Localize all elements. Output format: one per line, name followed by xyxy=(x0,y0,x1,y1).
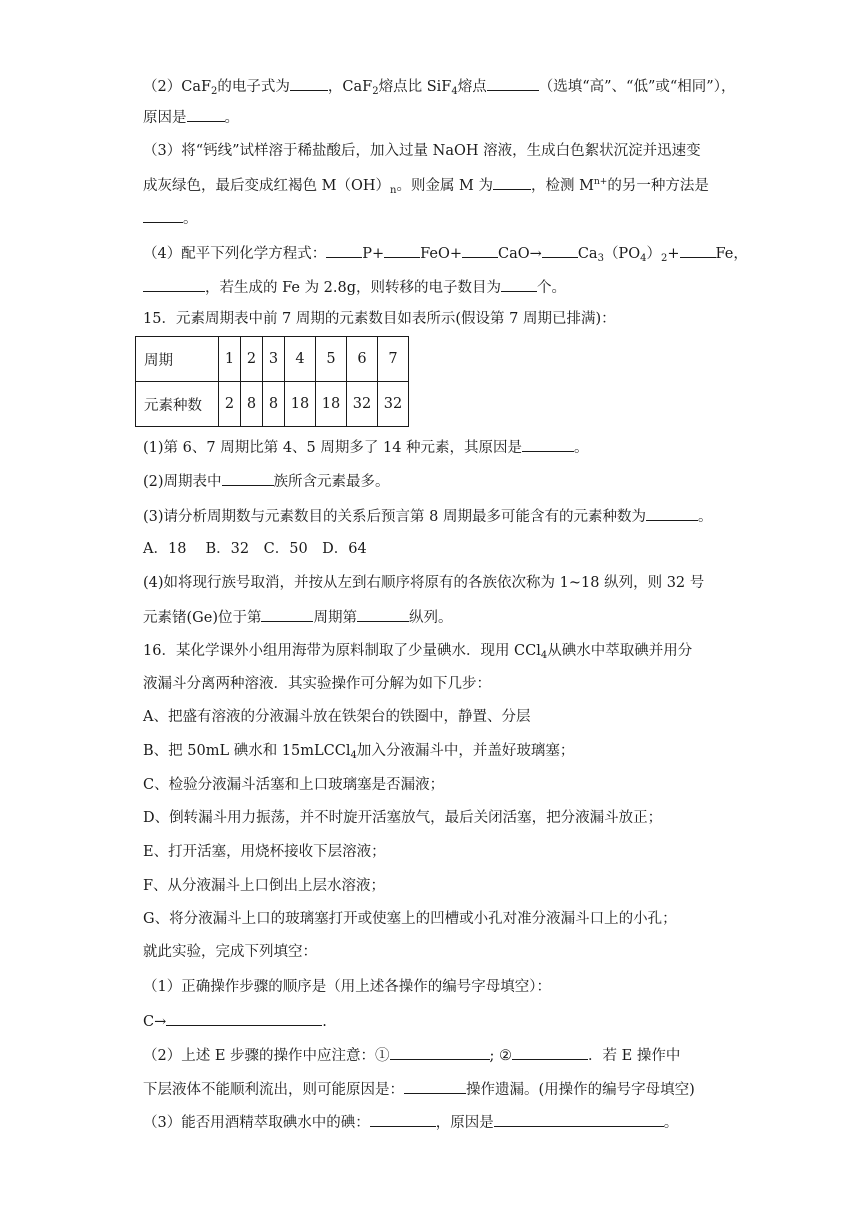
text: G、将分液漏斗上口的玻璃塞打开或使塞上的凹槽或小孔对准分液漏斗口上的小孔； xyxy=(143,911,677,927)
text: 。则金属 M 为 xyxy=(396,178,494,194)
subscript: 3 xyxy=(597,253,604,264)
table-cell: 32 xyxy=(378,382,409,427)
subscript: 2 xyxy=(660,253,668,264)
q14-part2-line1 xyxy=(143,75,735,97)
q16-part1-answer xyxy=(143,1010,327,1032)
q16-step-c xyxy=(143,775,444,795)
q16-step-b xyxy=(143,741,574,761)
answer-blank[interactable] xyxy=(542,242,578,258)
text: . xyxy=(322,1014,327,1030)
answer-blank[interactable] xyxy=(522,436,574,452)
text: 周期第 xyxy=(313,610,357,626)
text: 成灰绿色，最后变成红褐色 M（OH） xyxy=(143,178,390,194)
table-header-cell: 周期 xyxy=(136,337,219,382)
text: （2）上述 E 步骤的操作中应注意：① xyxy=(143,1048,390,1064)
text: E、打开活塞，用烧杯接收下层溶液； xyxy=(143,844,386,860)
text: (3)请分析周期数与元素数目的关系后预言第 8 周期最多可能含有的元素种数为 xyxy=(143,509,646,525)
table-header-cell: 元素种数 xyxy=(136,382,219,427)
text: 熔点 xyxy=(457,79,487,95)
q15-part4-line1 xyxy=(143,573,704,593)
table-cell: 6 xyxy=(347,337,378,382)
answer-blank[interactable] xyxy=(143,207,183,223)
q16-step-f xyxy=(143,876,385,896)
text: (4)如将现行族号取消，并按从左到右顺序将原有的各族依次称为 1~18 纵列，则 32 号 xyxy=(143,575,705,591)
answer-blank[interactable] xyxy=(404,1078,466,1094)
q15-stem xyxy=(143,309,616,329)
answer-blank[interactable] xyxy=(390,1044,490,1060)
text: C→ xyxy=(143,1014,167,1030)
text: 个。 xyxy=(537,280,567,296)
answer-blank[interactable] xyxy=(646,505,698,521)
table-cell: 2 xyxy=(241,337,263,382)
text: F、从分液漏斗上口倒出上层水溶液； xyxy=(143,878,386,894)
text: ，原因是 xyxy=(435,1115,494,1131)
text: 操作遗漏。(用操作的编号字母填空) xyxy=(466,1082,695,1098)
text: （选填“高”、“低”或“相同”）， xyxy=(538,79,736,95)
table-cell: 2 xyxy=(219,382,241,427)
table-cell: 7 xyxy=(378,337,409,382)
answer-blank[interactable] xyxy=(187,106,225,122)
text: 。 xyxy=(183,211,198,227)
answer-blank[interactable] xyxy=(512,1044,588,1060)
text: 16．某化学课外小组用海带为原料制取了少量碘水．现用 CCl xyxy=(143,643,541,659)
text: FeO+ xyxy=(420,246,463,262)
q16-part1 xyxy=(143,977,551,997)
text: 熔点比 SiF xyxy=(378,79,452,95)
table-cell: 1 xyxy=(219,337,241,382)
q14-part2-line2 xyxy=(143,106,239,128)
text: 液漏斗分离两种溶液．其实验操作可分解为如下几步： xyxy=(143,676,491,692)
q16-step-a xyxy=(143,707,530,727)
q15-part4-line2 xyxy=(143,606,452,628)
periods-table xyxy=(135,336,409,427)
text: ，若生成的 Fe 为 2.8g，则转移的电子数目为 xyxy=(205,280,502,296)
q16-stem-line2 xyxy=(143,674,491,694)
text: （1）正确操作步骤的顺序是（用上述各操作的编号字母填空）： xyxy=(143,979,551,995)
q14-part3-line1 xyxy=(143,141,701,161)
text: （4）配平下列化学方程式： xyxy=(143,246,327,262)
answer-blank[interactable] xyxy=(494,1111,664,1127)
q16-part3 xyxy=(143,1111,678,1133)
answer-blank[interactable] xyxy=(384,242,420,258)
text: Fe， xyxy=(715,246,748,262)
text: 的另一种方法是 xyxy=(607,178,709,194)
text: Ca xyxy=(577,246,598,262)
table-cell: 8 xyxy=(263,382,285,427)
answer-options: A．18 B．32 C．50 D．64 xyxy=(143,541,367,557)
subscript: 4 xyxy=(640,253,647,264)
text: 加入分液漏斗中，并盖好玻璃塞； xyxy=(356,743,575,759)
text: 族所含元素最多。 xyxy=(273,474,390,490)
subscript: 4 xyxy=(350,750,357,761)
text: D、倒转漏斗用力振荡，并不时旋开活塞放气，最后关闭活塞，把分液漏斗放正； xyxy=(143,810,663,826)
text: C、检验分液漏斗活塞和上口玻璃塞是否漏液； xyxy=(143,777,445,793)
q14-part3-line2 xyxy=(143,174,709,196)
table-row xyxy=(136,382,409,427)
text: （3）将“钙线”试样溶于稀盐酸后，加入过量 NaOH 溶液，生成白色絮状沉淀并迅速变 xyxy=(143,143,701,159)
table-cell: 5 xyxy=(316,337,347,382)
answer-blank[interactable] xyxy=(143,276,205,292)
answer-blank[interactable] xyxy=(290,75,328,91)
table-cell: 4 xyxy=(285,337,316,382)
q15-part1 xyxy=(143,436,589,458)
text: 的电子式为 xyxy=(217,79,290,95)
answer-blank[interactable] xyxy=(166,1010,322,1026)
text: (2)周期表中 xyxy=(143,474,222,490)
subscript: 2 xyxy=(211,86,218,97)
text: 从碘水中萃取碘并用分 xyxy=(547,643,693,659)
answer-blank[interactable] xyxy=(487,75,539,91)
q16-stem-line1 xyxy=(143,641,692,661)
superscript: n+ xyxy=(594,177,608,187)
text: ，CaF xyxy=(327,79,373,95)
text: + xyxy=(667,246,680,262)
subscript: n xyxy=(390,185,397,196)
answer-blank[interactable] xyxy=(462,242,498,258)
text: 。 xyxy=(697,509,713,525)
table-cell: 18 xyxy=(285,382,316,427)
q14-part3-line3 xyxy=(143,207,198,229)
text: 纵列。 xyxy=(408,610,453,626)
q15-part2 xyxy=(143,470,390,492)
text: ．若 E 操作中 xyxy=(588,1048,681,1064)
answer-blank[interactable] xyxy=(326,242,362,258)
table-cell: 8 xyxy=(241,382,263,427)
text: （PO xyxy=(603,246,641,262)
table-cell: 3 xyxy=(263,337,285,382)
text: CaO→ xyxy=(498,246,542,262)
q16-step-d xyxy=(143,808,662,828)
text: 原因是 xyxy=(143,110,187,126)
q14-part4-line1 xyxy=(143,242,748,264)
text: 下层液体不能顺利流出，则可能原因是： xyxy=(143,1082,404,1098)
q16-lead xyxy=(143,942,317,962)
q15-options xyxy=(143,539,367,559)
answer-blank[interactable] xyxy=(680,242,716,258)
text: P+ xyxy=(362,246,385,262)
table-cell: 32 xyxy=(347,382,378,427)
subscript: 2 xyxy=(372,86,379,97)
answer-blank[interactable] xyxy=(493,174,531,190)
subscript: 4 xyxy=(451,86,458,97)
text: 就此实验，完成下列填空： xyxy=(143,944,317,960)
q16-part2-line2 xyxy=(143,1078,695,1100)
text: 。 xyxy=(663,1115,679,1131)
text: ） xyxy=(646,246,661,262)
table-row xyxy=(136,337,409,382)
text: A、把盛有溶液的分液漏斗放在铁架台的铁圈中，静置、分层 xyxy=(143,709,531,725)
q16-step-e xyxy=(143,842,386,862)
text: ; ② xyxy=(489,1048,513,1064)
text: 。 xyxy=(224,110,239,126)
q16-step-g xyxy=(143,909,677,929)
answer-blank[interactable] xyxy=(261,606,313,622)
text: 元素锗(Ge)位于第 xyxy=(143,610,262,626)
text: （3）能否用酒精萃取碘水中的碘： xyxy=(143,1115,370,1131)
table-cell: 18 xyxy=(316,382,347,427)
text: （2）CaF xyxy=(143,79,212,95)
q15-part3 xyxy=(143,505,712,527)
subscript: 4 xyxy=(540,650,548,661)
q14-part4-line2 xyxy=(143,276,566,298)
text: ，检测 M xyxy=(531,178,594,194)
answer-blank[interactable] xyxy=(501,276,537,292)
text: B、把 50mL 碘水和 15mLCCl xyxy=(143,743,351,759)
text: (1)第 6、7 周期比第 4、5 周期多了 14 种元素，其原因是 xyxy=(143,440,523,456)
answer-blank[interactable] xyxy=(357,606,409,622)
text: 15．元素周期表中前 7 周期的元素数目如表所示(假设第 7 周期已排满)： xyxy=(143,311,616,327)
answer-blank[interactable] xyxy=(370,1111,436,1127)
q16-part2-line1 xyxy=(143,1044,680,1066)
text: 。 xyxy=(574,440,589,456)
answer-blank[interactable] xyxy=(222,470,274,486)
